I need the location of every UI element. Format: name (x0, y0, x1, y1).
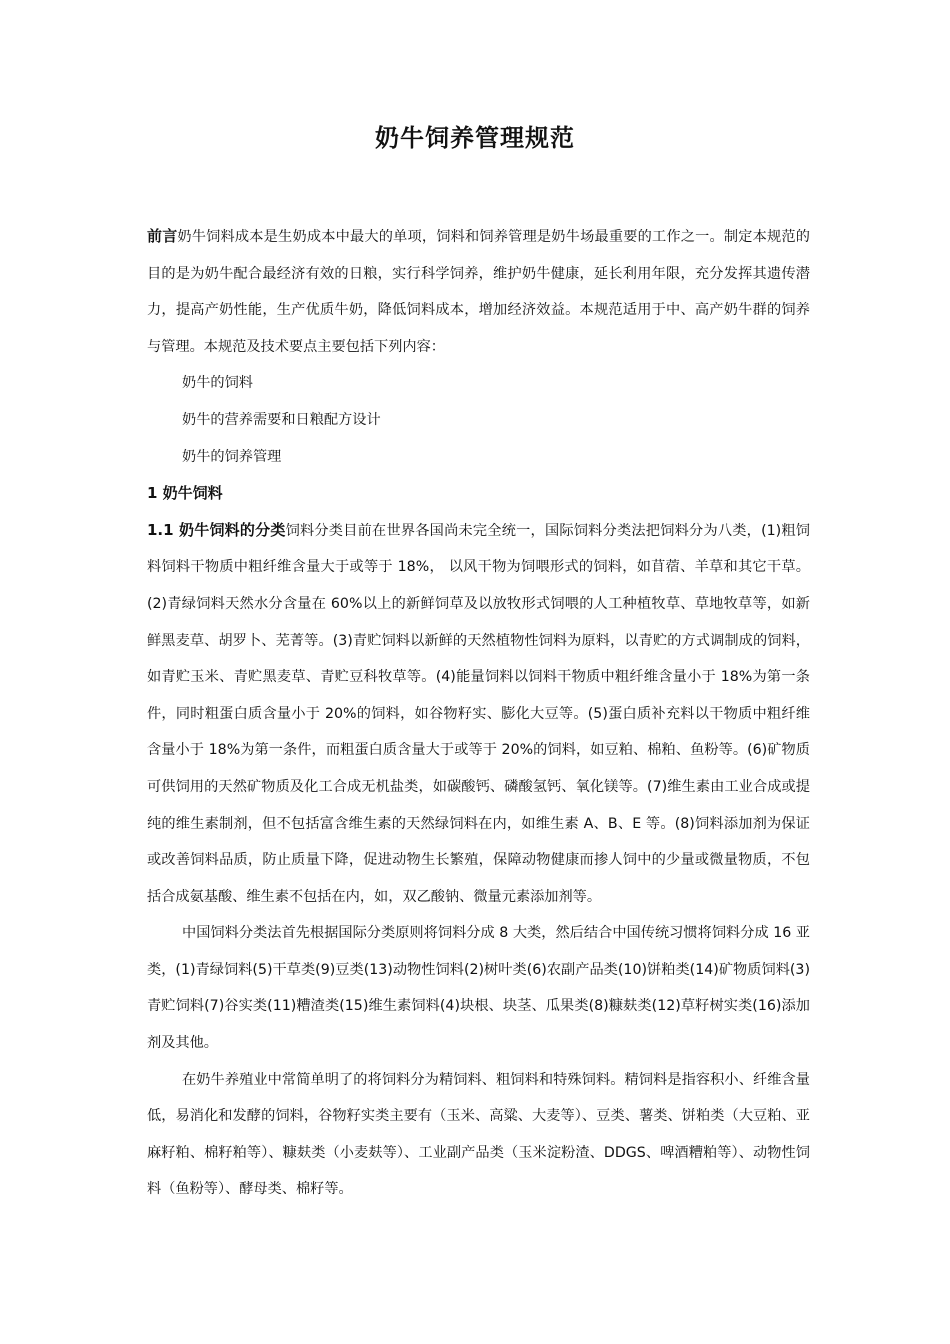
contents-list-item: 奶牛的营养需要和日粮配方设计 (182, 411, 381, 428)
contents-list-item: 奶牛的饲养管理 (182, 448, 282, 465)
section-1-heading: 1 奶牛饲料 (147, 484, 223, 503)
document-body (147, 218, 810, 1208)
practice-classification-paragraph: 在奶牛养殖业中常简单明了的将饲料分为精饲料、粗饲料和特殊饲料。精饲料是指容积小、纤维含量低，易消化和发酵的饲料，谷物籽实类主要有（玉米、高粱、大麦等）、豆类、薯类、饼粕类（大豆粕、亚麻籽粕、棉籽粕等）、糠麸类（小麦麸等）、工业副产品类（玉米淀粉渣、DDGS、啤酒糟粕等）、动物性饲料（鱼粉等）、酵母类、棉籽等。 (147, 1071, 810, 1198)
section-1-1-text: 饲料分类目前在世界各国尚未完全统一，国际饲料分类法把饲料分为八类，(1)粗饲料饲料干物质中粗纤维含量大于或等于 18%， 以风干物为饲喂形式的饲料，如苜蓿、羊草和其它干草。(2)青绿饲料天然水分含量在 60%以上的新鲜饲草及以放牧形式饲喂的人工种植牧草、草地牧草等，如新鲜黑麦草、胡罗卜、芜菁等。(3)青贮饲料以新鲜的天然植物性饲料为原料，以青贮的方式调制成的饲料，如青贮玉米、青贮黑麦草、青贮豆科牧草等。(4)能量饲料以饲料干物质中粗纤维含量小于 18%为第一条件，同时粗蛋白质含量小于 20%的饲料，如谷物籽实、膨化大豆等。(5)蛋白质补充料以干物质中粗纤维含量小于 18%为第一条件，而粗蛋白质含量大于或等于 20%的饲料，如豆粕、棉粕、鱼粉等。(6)矿物质可供饲用的天然矿物质及化工合成无机盐类，如碳酸钙、磷酸氢钙、氧化镁等。(7)维生素由工业合成或提纯的维生素制剂，但不包括富含维生素的天然绿饲料在内，如维生素 A、B、E 等。(8)饲料添加剂为保证或改善饲料品质，防止质量下降，促进动物生长繁殖，保障动物健康而掺人饲中的少量或微量物质，不包括合成氨基酸、维生素不包括在内，如，双乙酸钠、微量元素添加剂等。 (147, 522, 810, 905)
section-1-1-paragraph (147, 512, 810, 916)
preface-text: 奶牛饲料成本是生奶成本中最大的单项，饲料和饲养管理是奶牛场最重要的工作之一。制定本规范的目的是为奶牛配合最经济有效的日粮，实行科学饲养，维护奶牛健康，延长利用年限，充分发挥其遗传潜力，提高产奶性能，生产优质牛奶，降低饲料成本，增加经济效益。本规范适用于中、高产奶牛群的饲养与管理。本规范及技术要点主要包括下列内容： (147, 229, 810, 355)
preface-paragraph (147, 218, 810, 365)
preface-label: 前言 (147, 227, 178, 245)
contents-list-item: 奶牛的饲料 (182, 375, 253, 392)
document-title: 奶牛饲养管理规范 (375, 124, 575, 152)
section-1-1-heading: 1.1 奶牛饲料的分类 (147, 520, 286, 539)
china-classification-paragraph: 中国饲料分类法首先根据国际分类原则将饲料分成 8 大类，然后结合中国传统习惯将饲料分成 16 亚类，(1)青绿饲料(5)干草类(9)豆类(13)动物性饲料(2)树叶类(6)农副产品类(10)饼粕类(14)矿物质饲料(3)青贮饲料(7)谷实类(11)糟渣类(15)维生素饲料(4)块根、块茎、瓜果类(8)糠麸类(12)草籽树实类(16)添加剂及其他。 (147, 925, 810, 1052)
